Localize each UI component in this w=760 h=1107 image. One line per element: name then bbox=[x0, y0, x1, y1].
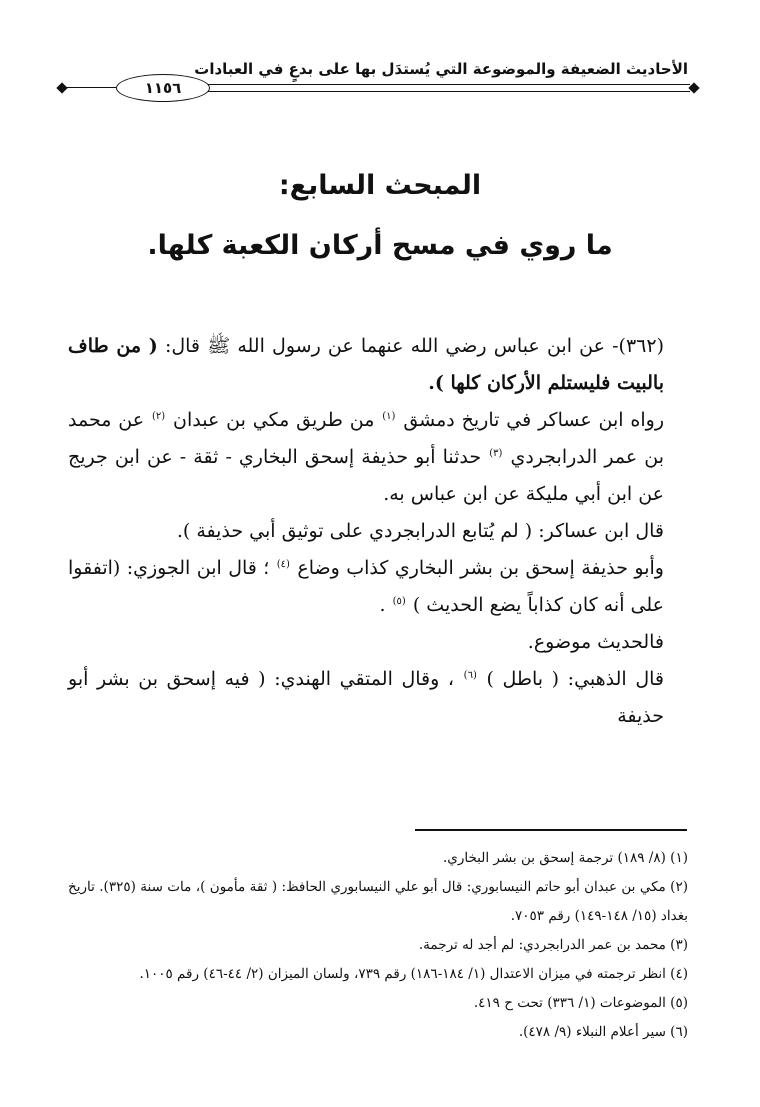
hadith-text: ( من طاف بالبيت فليستلم الأركان كلها ). bbox=[68, 335, 664, 394]
footnote-3: (٣) محمد بن عمر الدرابجردي: لم أجد له ترجمة. bbox=[418, 937, 688, 953]
narrator-text-b: ؛ قال ابن الجوزي: (اتفقوا على أنه كان كذاباً يضع الحديث ) bbox=[68, 557, 664, 616]
footnote-ref-6[interactable]: (٦) bbox=[463, 669, 477, 681]
diamond-ornament-icon bbox=[688, 82, 699, 93]
dhahabi-text-b: ، وقال المتقي الهندي: ( فيه إسحق بن بشر أبو حذيفة bbox=[68, 668, 664, 727]
footnote-separator bbox=[415, 829, 687, 831]
section-heading: المبحث السابع: bbox=[278, 170, 482, 201]
header-rule-top bbox=[206, 84, 690, 85]
footnote-2: (٢) مكي بن عبدان أبو حاتم النيسابوري: قال أبو علي النيسابوري الحافظ: ( ثقة مأمون )، مات سنة (٣٢٥). تاريخ بغداد (١٥/ ١٤٨-١٤٩) رقم ٧٠٥٣. bbox=[68, 879, 688, 924]
footnote-5: (٥) الموضوعات (١/ ٣٣٦) تحت ح ٤١٩. bbox=[473, 995, 688, 1011]
footnote-6: (٦) سير أعلام النبلاء (٩/ ٤٧٨). bbox=[518, 1024, 688, 1040]
dhahabi-text-a: قال الذهبي: ( باطل ) bbox=[486, 668, 664, 690]
footnote-ref-2[interactable]: (٢) bbox=[151, 410, 166, 422]
footnote-ref-4[interactable]: (٤) bbox=[276, 558, 290, 570]
hadith-intro: (٣٦٢)- عن ابن عباس رضي الله عنهما عن رسول الله ﷺ قال: bbox=[164, 335, 665, 357]
hadith-paragraph bbox=[68, 328, 688, 402]
header-rule-left bbox=[64, 87, 116, 88]
takhrij-text-d: حدثنا أبو حذيفة إسحق البخاري - ثقة - عن ابن جريج عن ابن أبي مليكة عن ابن عباس به. bbox=[68, 446, 664, 505]
footnote-ref-1[interactable]: (١) bbox=[382, 410, 396, 422]
footnote-ref-5[interactable]: (٥) bbox=[392, 595, 406, 607]
takhrij-text-c: عن محمد بن عمر الدرابجردي bbox=[68, 409, 665, 468]
footnote-ref-3[interactable]: (٣) bbox=[489, 447, 503, 459]
footnote-1: (١) (٨/ ١٨٩) ترجمة إسحق بن بشر البخاري. bbox=[442, 850, 688, 866]
narrator-text-c: . bbox=[379, 594, 386, 616]
page-header bbox=[58, 56, 698, 108]
body-text bbox=[68, 328, 688, 735]
takhrij-paragraph bbox=[68, 402, 688, 513]
footnote-4: (٤) انظر ترجمته في ميزان الاعتدال (١/ ١٨٤-١٨٦) رقم ٧٣٩، ولسان الميزان (٢/ ٤٤-٤٦) رقم ١٠٠٥. bbox=[139, 966, 688, 982]
takhrij-text-a: رواه ابن عساكر في تاريخ دمشق bbox=[403, 409, 665, 431]
header-rule-bottom bbox=[206, 91, 690, 92]
diamond-ornament-icon bbox=[56, 82, 67, 93]
verdict-paragraph: فالحديث موضوع. bbox=[527, 631, 664, 653]
narrator-text-a: وأبو حذيفة إسحق بن بشر البخاري كذاب وضاع bbox=[297, 557, 664, 579]
footnotes bbox=[68, 844, 688, 1047]
dhahabi-paragraph bbox=[68, 661, 688, 735]
topic-heading: ما روي في مسح أركان الكعبة كلها. bbox=[147, 230, 613, 261]
takhrij-text-b: من طريق مكي بن عبدان bbox=[173, 409, 375, 431]
running-title: الأحاديث الضعيفة والموضوعة التي يُستدَل بها على بدعٍ في العبادات bbox=[194, 60, 688, 78]
narrator-paragraph bbox=[68, 550, 688, 624]
ibn-asakir-paragraph: قال ابن عساكر: ( لم يُتابع الدرابجردي على توثيق أبي حذيفة ). bbox=[176, 520, 664, 542]
page-number: ١١٥٦ bbox=[116, 74, 210, 102]
